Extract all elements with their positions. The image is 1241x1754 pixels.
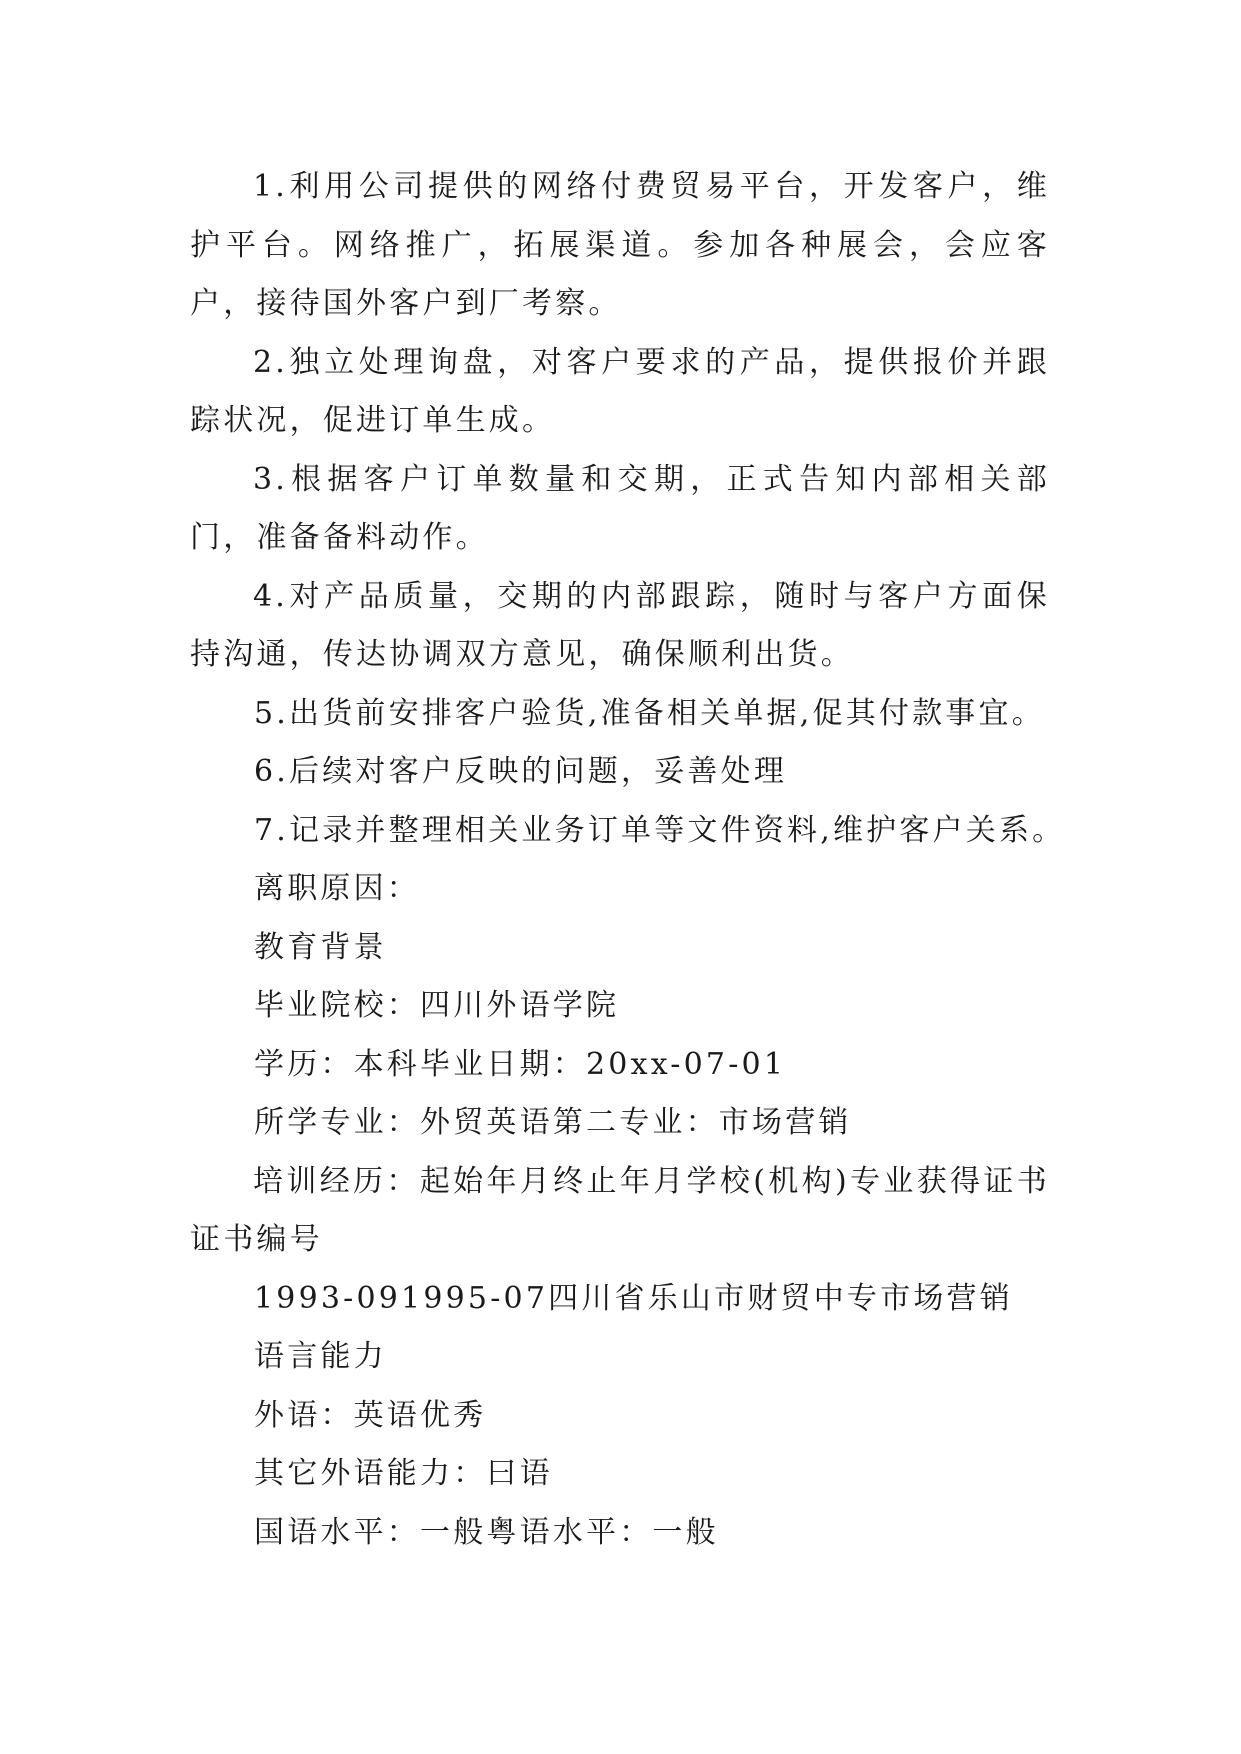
- education-heading: 教育背景: [254, 929, 387, 965]
- degree-and-graduation-date: 学历：本科毕业日期：20xx-07-01: [254, 1046, 787, 1082]
- duty-item-4: 4.对产品质量，交期的内部跟踪，随时与客户方面保持沟通，传达协调双方意见，确保顺利出货。: [190, 578, 1050, 672]
- graduate-school: 毕业院校：四川外语学院: [254, 988, 620, 1023]
- duty-item-1: 1.利用公司提供的网络付费贸易平台，开发客户，维护平台。网络推广，拓展渠道。参加各种展会，会应客户，接待国外客户到厂考察。: [190, 169, 1050, 321]
- leave-reason: 离职原因：: [254, 871, 420, 906]
- document-body: [190, 158, 1066, 1562]
- mandarin-cantonese-level: 国语水平：一般粤语水平：一般: [254, 1514, 719, 1550]
- major: 所学专业：外贸英语第二专业：市场营销: [254, 1105, 852, 1140]
- duty-item-3: 3.根据客户订单数量和交期，正式告知内部相关部门，准备备料动作。: [190, 461, 1050, 555]
- training-history: 培训经历：起始年月终止年月学校(机构)专业获得证书证书编号: [190, 1163, 1050, 1257]
- duty-item-7: 7.记录并整理相关业务订单等文件资料,维护客户关系。: [254, 812, 1066, 848]
- duty-item-2: 2.独立处理询盘，对客户要求的产品，提供报价并跟踪状况，促进订单生成。: [190, 344, 1050, 438]
- foreign-language: 外语：英语优秀: [254, 1397, 487, 1433]
- duty-item-6: 6.后续对客户反映的问题，妥善处理: [254, 754, 788, 789]
- other-foreign-language: 其它外语能力：曰语: [254, 1456, 553, 1491]
- language-heading: 语言能力: [254, 1339, 387, 1374]
- training-record: 1993-091995-07四川省乐山市财贸中专市场营销: [254, 1280, 1013, 1316]
- duty-item-5: 5.出货前安排客户验货,准备相关单据,促其付款事宜。: [254, 695, 1045, 731]
